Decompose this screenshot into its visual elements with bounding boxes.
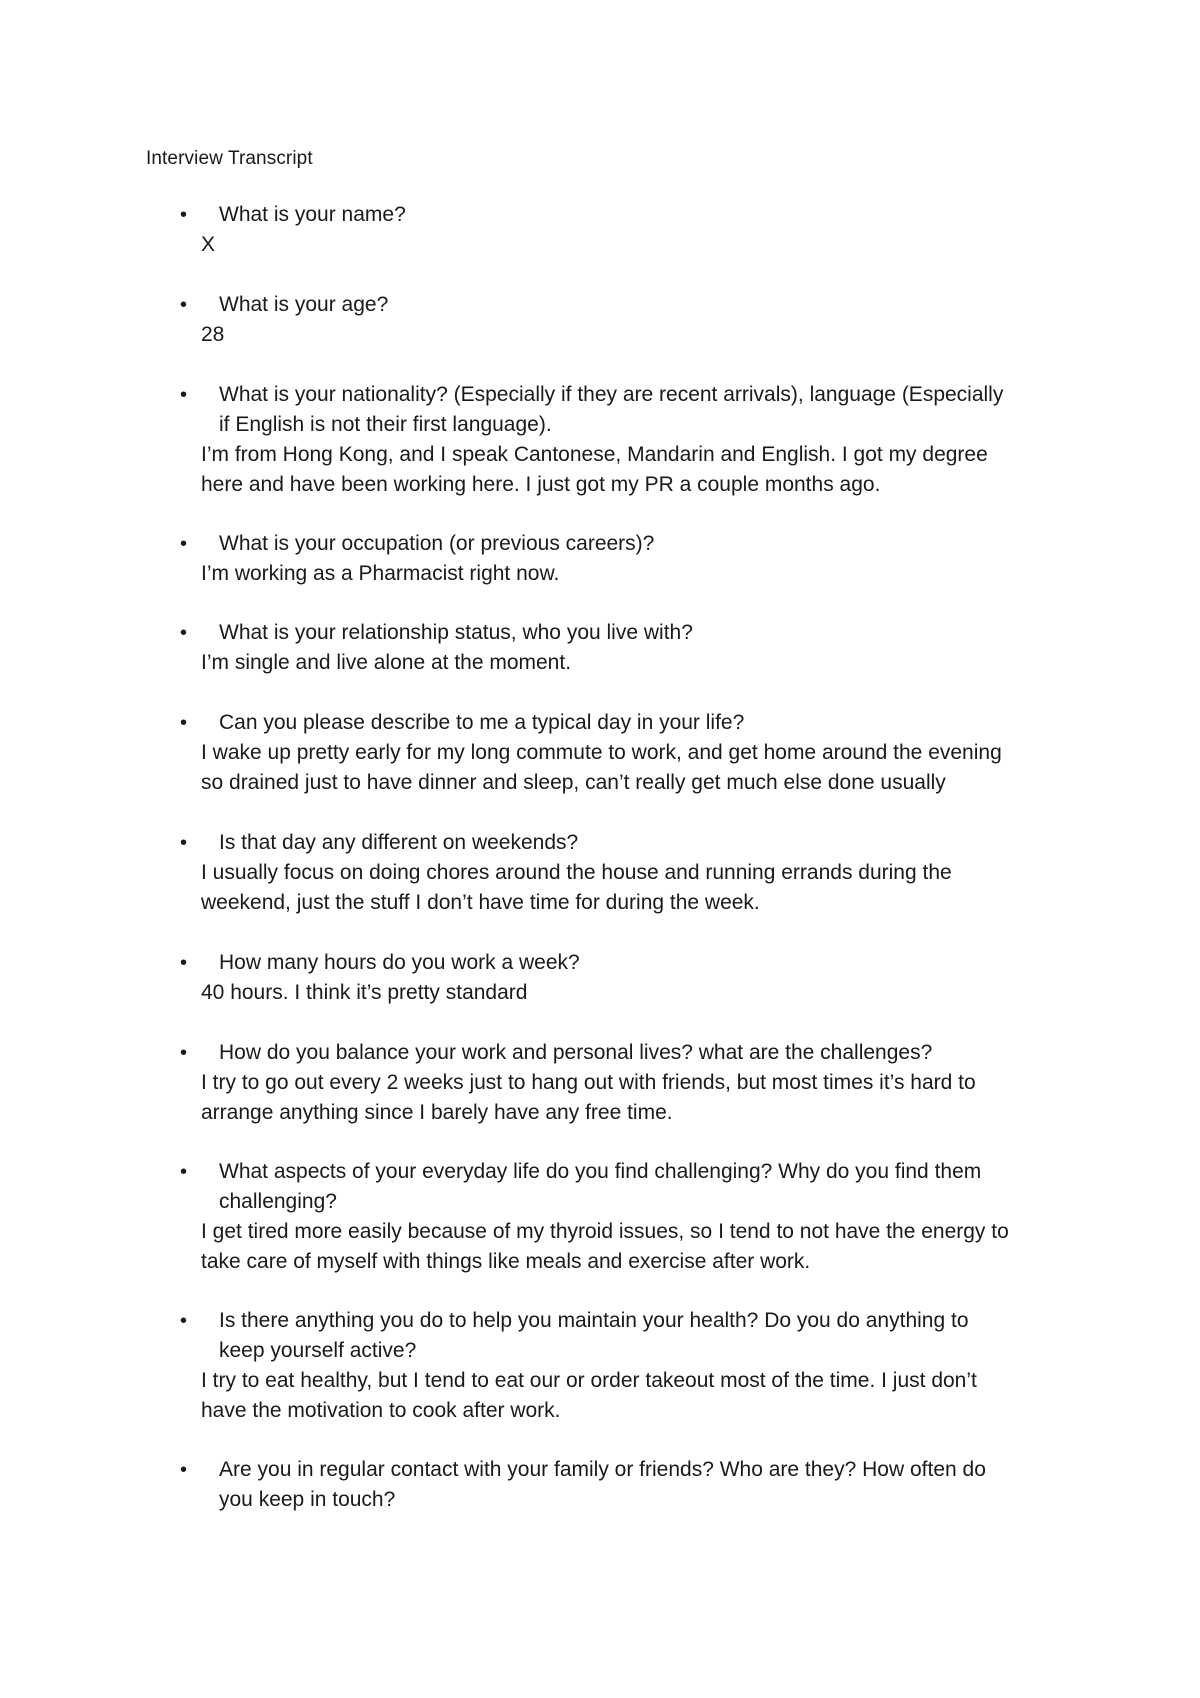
answer-text: I’m working as a Pharmacist right now.	[201, 562, 560, 585]
answer-text: 40 hours. I think it’s pretty standard	[201, 981, 528, 1004]
question-text: How do you balance your work and personal lives? what are the challenges?	[219, 1041, 933, 1064]
bullet-icon: •	[180, 832, 188, 854]
document-title: Interview Transcript	[146, 148, 313, 169]
question-text: What is your relationship status, who you live with?	[219, 621, 693, 644]
question-text: Is there anything you do to help you maintain your health? Do you do anything to keep yourself active?	[219, 1309, 969, 1362]
bullet-icon: •	[180, 384, 188, 406]
question-text: Is that day any different on weekends?	[219, 831, 579, 854]
answer-text: I wake up pretty early for my long commute to work, and get home around the evening so drained just to have dinner and sleep, can’t really get much else done usually	[201, 741, 1002, 794]
bullet-icon: •	[180, 1310, 188, 1332]
bullet-icon: •	[180, 1161, 188, 1183]
bullet-icon: •	[180, 712, 188, 734]
bullet-icon: •	[180, 204, 188, 226]
answer-text: I try to eat healthy, but I tend to eat our or order takeout most of the time. I just don’t have the motivation to cook after work.	[201, 1369, 977, 1422]
bullet-icon: •	[180, 952, 188, 974]
bullet-icon: •	[180, 622, 188, 644]
question-text: Are you in regular contact with your family or friends? Who are they? How often do you keep in touch?	[219, 1458, 986, 1511]
bullet-icon: •	[180, 533, 188, 555]
question-text: How many hours do you work a week?	[219, 951, 580, 974]
question-text: What aspects of your everyday life do you find challenging? Why do you find them challenging?	[219, 1160, 982, 1213]
answer-text: I’m from Hong Kong, and I speak Cantonese, Mandarin and English. I got my degree here and have been working here. I just got my PR a couple months ago.	[201, 443, 988, 496]
answer-text: X	[201, 233, 216, 256]
question-text: What is your age?	[219, 293, 389, 316]
answer-text: I usually focus on doing chores around the house and running errands during the weekend, just the stuff I don’t have time for during the week.	[201, 861, 952, 914]
question-text: What is your nationality? (Especially if they are recent arrivals), language (Especially if English is not their first language).	[219, 383, 1004, 436]
bullet-icon: •	[180, 1042, 188, 1064]
question-text: What is your name?	[219, 203, 406, 226]
question-text: What is your occupation (or previous careers)?	[219, 532, 655, 555]
answer-text: 28	[201, 323, 225, 346]
answer-text: I get tired more easily because of my thyroid issues, so I tend to not have the energy to take care of myself with things like meals and exercise after work.	[201, 1220, 1009, 1273]
answer-text: I try to go out every 2 weeks just to hang out with friends, but most times it’s hard to arrange anything since I barely have any free time.	[201, 1071, 976, 1124]
bullet-icon: •	[180, 294, 188, 316]
answer-text: I’m single and live alone at the moment.	[201, 651, 572, 674]
bullet-icon: •	[180, 1459, 188, 1481]
question-text: Can you please describe to me a typical day in your life?	[219, 711, 745, 734]
